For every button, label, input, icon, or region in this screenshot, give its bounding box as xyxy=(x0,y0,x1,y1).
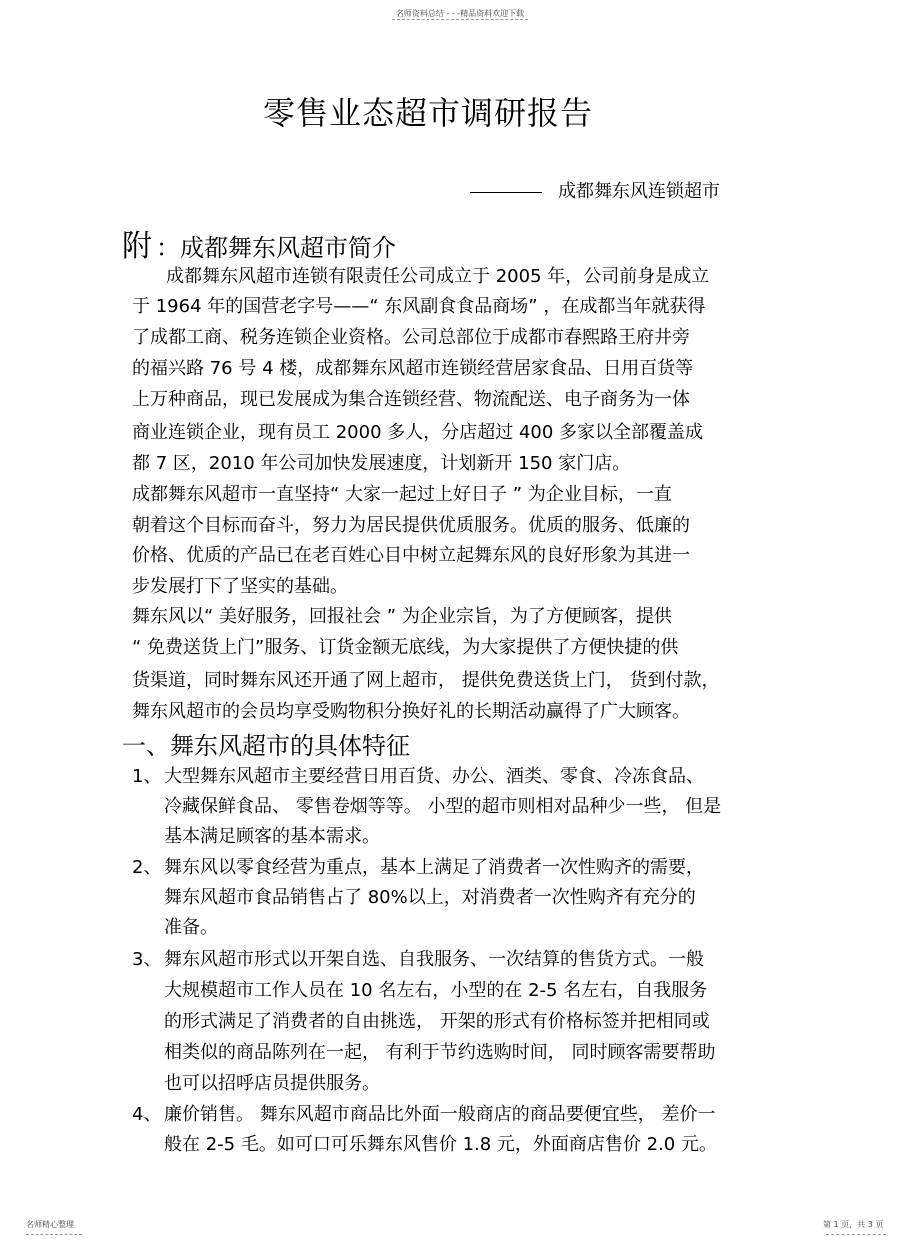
list-item-line: 大规模超市工作人员在 10 名左右，小型的在 2-5 名左右，自我服务 xyxy=(164,980,708,1001)
list-item-line: 也可以招呼店员提供服务。 xyxy=(164,1073,380,1094)
footer-left-text: 名师精心整理 xyxy=(26,1220,74,1229)
list-item-number: 3、 xyxy=(132,949,162,970)
list-item-line: 基本满足顾客的基本需求。 xyxy=(164,826,380,847)
appendix-title: 成都舞东风超市简介 xyxy=(180,234,396,262)
intro-line: 成都舞东风超市一直坚持“ 大家一起过上好日子 ” 为企业目标，一直 xyxy=(132,484,672,505)
intro-line: 的福兴路 76 号 4 楼，成都舞东风超市连锁经营居家食品、日用百货等 xyxy=(132,358,694,379)
subtitle-dash xyxy=(470,192,542,193)
list-item-line: 的形式满足了消费者的自由挑选， 开架的形式有价格标签并把相同或 xyxy=(164,1011,710,1032)
list-item-line: 般在 2-5 毛。如可口可乐舞东风售价 1.8 元，外面商店售价 2.0 元。 xyxy=(164,1134,717,1155)
intro-line: 了成都工商、税务连锁企业资格。公司总部位于成都市春熙路王府井旁 xyxy=(132,327,690,348)
intro-line: 舞东风超市的会员均享受购物积分换好礼的长期活动赢得了广大顾客。 xyxy=(132,701,690,722)
list-item-line: 舞东风超市食品销售占了 80%以上，对消费者一次性购齐有充分的 xyxy=(164,887,696,908)
intro-line: 价格、优质的产品已在老百姓心目中树立起舞东风的良好形象为其进一 xyxy=(132,545,690,566)
list-item-line: 准备。 xyxy=(164,917,218,938)
intro-line: 都 7 区，2010 年公司加快发展速度，计划新开 150 家门店。 xyxy=(132,453,631,474)
intro-line: 步发展打下了坚实的基础。 xyxy=(132,576,348,597)
list-item-line: 舞东风超市形式以开架自选、自我服务、一次结算的售货方式。一般 xyxy=(164,949,704,970)
footer-divider-left xyxy=(26,1234,82,1235)
document-subtitle xyxy=(470,177,720,203)
list-item-line: 相类似的商品陈列在一起， 有利于节约选购时间， 同时顾客需要帮助 xyxy=(164,1042,716,1063)
document-title: 零售业态超市调研报告 xyxy=(262,94,593,132)
appendix-colon: ： xyxy=(156,234,180,262)
intro-line: 于 1964 年的国营老字号——“ 东风副食食品商场” ，在成都当年就获得 xyxy=(132,296,706,317)
list-item-line: 廉价销售。 舞东风超市商品比外面一般商店的商品要便宜些， 差价一 xyxy=(164,1104,716,1125)
list-item-line: 冷藏保鲜食品、 零售卷烟等等。 小型的超市则相对品种少一些， 但是 xyxy=(164,796,722,817)
page-number: 第 1 页，共 3 页 xyxy=(823,1220,884,1229)
intro-line: 上万种商品，现已发展成为集合连锁经营、物流配送、电子商务为一体 xyxy=(132,389,690,410)
intro-line: 朝着这个目标而奋斗，努力为居民提供优质服务。优质的服务、低廉的 xyxy=(132,515,690,536)
list-item-number: 4、 xyxy=(132,1104,162,1125)
list-item-number: 1、 xyxy=(132,766,162,787)
intro-line: “ 免费送货上门”服务、订货金额无底线，为大家提供了方便快捷的供 xyxy=(132,637,679,658)
footer-divider-right xyxy=(826,1234,886,1235)
appendix-heading xyxy=(122,221,396,265)
list-item-line: 舞东风以零食经营为重点，基本上满足了消费者一次性购齐的需要， xyxy=(164,857,704,878)
page-header: 名师资料总结 - - -精品资料欢迎下载 xyxy=(395,9,525,18)
list-item-number: 2、 xyxy=(132,857,162,878)
appendix-label: 附 xyxy=(122,229,152,264)
subtitle-text: 成都舞东风连锁超市 xyxy=(558,181,720,202)
intro-line: 商业连锁企业，现有员工 2000 多人，分店超过 400 多家以全部覆盖成 xyxy=(132,422,704,443)
section-heading: 一、舞东风超市的具体特征 xyxy=(122,732,410,760)
list-item-line: 大型舞东风超市主要经营日用百货、办公、酒类、零食、冷冻食品、 xyxy=(164,766,704,787)
header-divider xyxy=(392,19,528,20)
intro-line: 货渠道，同时舞东风还开通了网上超市， 提供免费送货上门， 货到付款， xyxy=(132,670,720,691)
intro-line: 舞东风以“ 美好服务，回报社会 ” 为企业宗旨，为了方便顾客，提供 xyxy=(132,606,672,627)
intro-line: 成都舞东风超市连锁有限责任公司成立于 2005 年，公司前身是成立 xyxy=(166,266,710,287)
